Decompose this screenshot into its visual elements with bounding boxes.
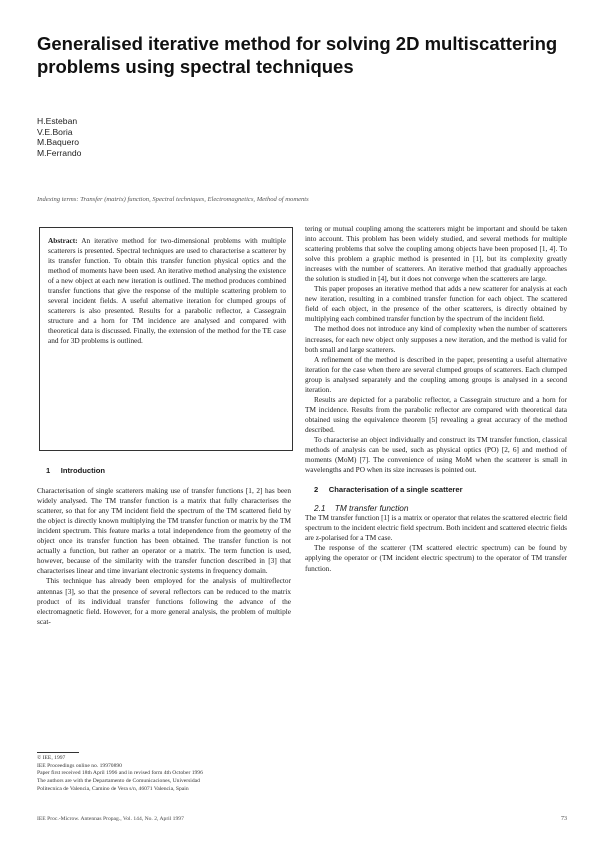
footnote-line: Paper first received 18th April 1996 and in revised form 4th October 1996: [37, 770, 203, 777]
author-name: H.Esteban: [37, 116, 78, 126]
body-paragraph: This technique has already been employed for the analysis of multireflector antennas [3], so that the presence of several reflectors can be reduced to the matrix product of its individual transfer functions following the advance of the electromagnetic field. However, for a more general analysis, the problem of multiple scat-: [37, 576, 291, 626]
right-column: [305, 224, 567, 574]
abstract-label: Abstract:: [48, 236, 78, 245]
body-paragraph: To characterise an object individually and construct its TM transfer function, classical methods of analysis can be used, such as physical optics (PO) [2, 6] and method of moments (MoM) [7]. The convenience of using MoM when the scatterer is small in wavelengths and PO when its size increases is pointed out.: [305, 434, 567, 475]
paper-title: Generalised iterative method for solving 2D multiscattering problems using spectral techniques: [37, 33, 558, 77]
author-name: V.E.Boria: [37, 126, 73, 137]
footnote-line: Politecnica de Valencia, Camino de Vera s/n, 46071 Valencia, Spain: [37, 785, 189, 792]
body-paragraph: The TM transfer function [1] is a matrix or operator that relates the scattered electric field spectrum to the incident electric field spectrum. Both incident and scattered electric fields are z-polarised for a TM case.: [305, 513, 567, 543]
body-paragraph: The response of the scatterer (TM scattered electric spectrum) can be found by applying the operator or (TM incident electric spectrum) to the operator of TM transfer function.: [305, 543, 567, 573]
section-heading-introduction: 1 Introduction: [46, 466, 106, 475]
footnote-rule: [37, 752, 79, 753]
journal-footer: IEE Proc.-Microw. Antennas Propag., Vol. 144, No. 2, April 1997: [37, 816, 184, 822]
footnotes: [37, 755, 297, 794]
section-heading-characterisation: 2 Characterisation of a single scatterer: [314, 485, 463, 495]
author-name: M.Ferrando: [37, 147, 82, 158]
body-paragraph: Characterisation of single scatterers making use of transfer functions [1, 2] has been widely analysed. The TM transfer function is a matrix that fully characterises the scatterer, so that for any TM incident field the spectrum of the TM scattered field by the object is directly known multiplying the TM transfer function or matrix by the TM incident spectrum. This feature marks a total independence from the geometry of the object once its transfer function has been obtained. The transfer function is not actually a function, but rather an operator or a matrix. The term function is used, however, because of the similarity with the transfer function described in [3] that characterises linear and time invariant electronic systems in frequency domain.: [37, 486, 291, 576]
page-number: 73: [561, 816, 567, 822]
subsection-heading-tm-transfer-function: 2.1 TM transfer function: [314, 503, 409, 514]
body-paragraph: A refinement of the method is described in the paper, presenting a useful alternative iteration for the case when there are several clumped groups of scatterers. Each clumped group is analysed separately and the coupling among groups is analysed in a second iteration.: [305, 354, 567, 394]
body-paragraph: The method does not introduce any kind of complexity when the number of scatterers increases, for each new object only supposes a new iteration, and the method is valid for both small and large scatterers.: [305, 324, 567, 354]
body-paragraph: Results are depicted for a parabolic reflector, a Cassegrain structure and a horn for TM incidence. Results from the parabolic reflector are compared with theoretical data obtained using the equivalence theorem [5] revealing a great accuracy of the method described.: [305, 394, 567, 434]
abstract: [48, 236, 286, 346]
body-paragraph: This paper proposes an iterative method that adds a new scatterer for analysis at each new iteration, resulting in a combined transfer function for each object. The scattered field of each object, in the presence of the other scatterers, is directly obtained by multiplying each combined transfer function by the spectrum of the incident field.: [305, 284, 567, 324]
abstract-text: An iterative method for two-dimensional problems with multiple scatterers is presented. Spectral techniques are used to characterise a scatterer by its transfer function. To obtain this transfer function physical optics and the method of moments have been used. An iterative method analysing the existence of a new object at each new iteration is outlined. The method produces combined transfer functions that give the response of the multiple scattering problem to several incident fields. A useful alternative iteration for clumped groups of scatterers is also presented. Results for a parabolic reflector, a Cassegrain structure and a horn for TM incidence are analysed and compared with theoretical data is discussed. Finally, the extension of the method for the TE case and for 3D problems is outlined.: [48, 236, 286, 345]
footnote-line: The authors are with the Departamento de Comunicaciones, Universidad: [37, 778, 200, 785]
left-column: [37, 466, 291, 627]
footnote-line: © IEE, 1997: [37, 755, 66, 761]
footnote-line: IEE Proceedings online no. 19970890: [37, 762, 122, 769]
body-paragraph: tering or mutual coupling among the scatterers might be important and should be taken into account. This problem has been widely studied, and several methods for multiple scattering problems that solve the coupling among objects have been proposed [1, 4]. To solve this problem a graphic method is presented in [1], but its complexity greatly increases with the number of scatterers. An iterative method that gradually approaches the solution is studied in [4], but it does not converge when the scatterers are large.: [305, 224, 567, 284]
author-name: M.Baquero: [37, 137, 80, 147]
author-list: [37, 116, 81, 158]
keywords-line: Indexing terms: Transfer (matrix) function, Spectral techniques, Electromagnetics, Method of moments: [37, 196, 309, 203]
